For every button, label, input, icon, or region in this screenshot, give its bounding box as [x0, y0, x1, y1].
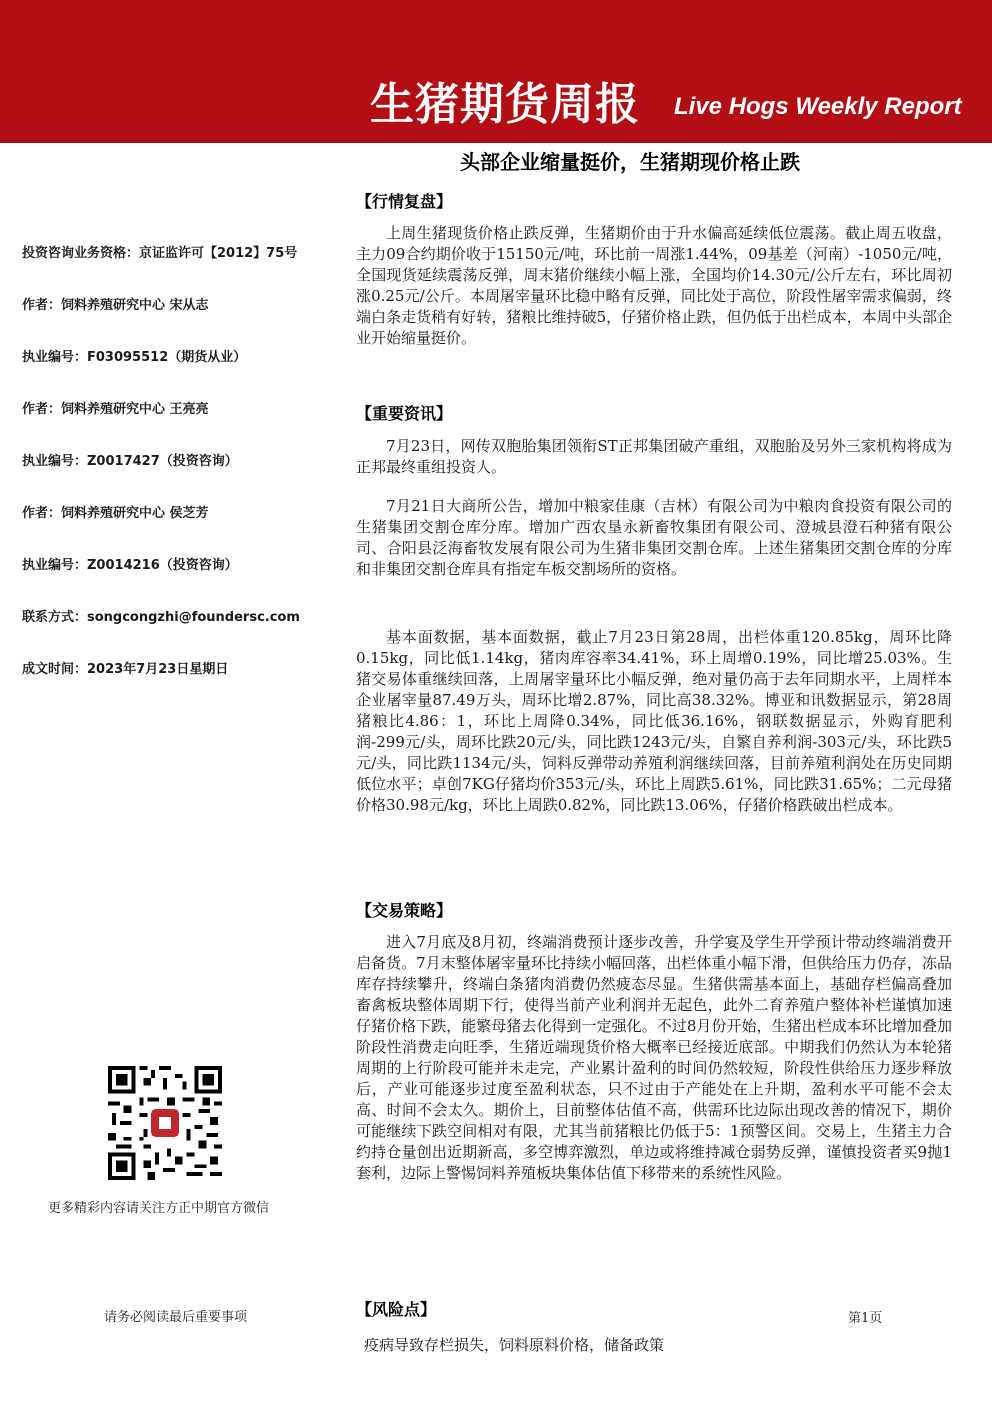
sidebar-license-3: 执业编号：Z0014216（投资咨询）: [22, 558, 238, 573]
sidebar-license-2: 执业编号：Z0017427（投资咨询）: [22, 454, 238, 469]
report-title-cn: 生猪期货周报: [370, 79, 640, 130]
sidebar-author-3: 作者：饲料养殖研究中心 侯芝芳: [22, 506, 209, 521]
sidebar-license-1: 执业编号：F03095512（期货从业）: [22, 350, 247, 365]
qr-code-icon: [108, 1066, 222, 1180]
section-heading-strategy: 【交易策略】: [356, 901, 453, 920]
disclaimer-note: 请务必阅读最后重要事项: [104, 1310, 248, 1325]
page-number: 第1页: [848, 1311, 883, 1326]
section-heading-news: 【重要资讯】: [356, 404, 453, 423]
report-title-en: Live Hogs Weekly Report: [674, 93, 962, 120]
header-banner: [0, 0, 992, 143]
section-heading-review: 【行情复盘】: [356, 192, 453, 211]
strategy-paragraph: 进入7月底及8月初，终端消费预计逐步改善，升学宴及学生开学预计带动终端消费开启备货。7月末整体屠宰量环比持续小幅回落，出栏体重小幅下滑，但供给压力仍存，冻品库存持续攀升，终端白条猪肉消费仍然疲态尽显。生猪供需基本面上，基础存栏偏高叠加畜禽板块整体周期下行，使得当前产业利润并无起色，此外二育养殖户整体补栏谨慎加速仔猪价格下跌，能繁母猪去化得到一定强化。不过8月份开始，生猪出栏成本环比增加叠加阶段性消费走向旺季，生猪近端现货价格大概率已经接近底部。中期我们仍然认为本轮猪周期的上行阶段可能并未走完，产业累计盈利的时间仍然较短，阶段性供给压力逐步释放后，产业可能逐步过度至盈利状态，只不过由于产能处在上升期，盈利水平可能不会太高、时间不会太久。期价上，目前整体估值不高，供需环比边际出现改善的情况下，期价可能继续下跌空间相对有限，尤其当前猪粮比仍低于5：1预警区间。交易上，生猪主力合约持仓量创出近期新高，多空博弈激烈，单边或将维持减仓弱势反弹，谨慎投资者买9抛1套利，边际上警惕饲料养殖板块集体估值下移带来的系统性风险。: [356, 933, 952, 1182]
sidebar-author-1: 作者：饲料养殖研究中心 宋从志: [22, 298, 209, 313]
review-paragraph: 上周生猪现货价格止跌反弹，生猪期价由于升水偏高延续低位震荡。截止周五收盘，主力09合约期价收于15150元/吨，环比前一周涨1.44%，09基差（河南）-1050元/吨，全国现货延续震荡反弹，周末猪价继续小幅上涨，全国均价14.30元/公斤左右，环比周初涨0.25元/公斤。本周屠宰量环比稳中略有反弹，同比处于高位，阶段性屠宰需求偏弱，终端白条走货稍有好转，猪粮比维持破5，仔猪价格止跌，但仍低于出栏成本，本周中头部企业开始缩量挺价。: [356, 224, 952, 347]
sidebar-contact: 联系方式：songcongzhi@foundersc.com: [22, 610, 300, 625]
news-paragraph-2: 7月21日大商所公告，增加中粮家佳康（吉林）有限公司为中粮肉食投资有限公司的生猪集团交割仓库分库。增加广西农垦永新畜牧集团有限公司、澄城县澄石种猪有限公司、合阳县泛海畜牧发展有限公司为生猪非集团交割仓库。上述生猪集团交割仓库的分库和非集团交割仓库具有指定车板交割场所的资格。: [356, 497, 952, 578]
report-headline: 头部企业缩量挺价，生猪期现价格止跌: [460, 150, 800, 174]
sidebar-author-2: 作者：饲料养殖研究中心 王亮亮: [22, 402, 209, 417]
sidebar-date: 成文时间：2023年7月23日星期日: [22, 662, 229, 677]
risk-text: 疫病导致存栏损失，饲料原料价格，储备政策: [364, 1336, 665, 1354]
news-paragraph-1: 7月23日，网传双胞胎集团领衔ST正邦集团破产重组，双胞胎及另外三家机构将成为正邦最终重组投资人。: [356, 437, 952, 476]
qr-caption: 更多精彩内容请关注方正中期官方微信: [48, 1201, 270, 1216]
news-paragraph-3: 基本面数据，基本面数据，截止7月23日第28周，出栏体重120.85kg，周环比降0.15kg，同比低1.14kg，猪肉库容率34.41%，环上周增0.19%，同比增25.03%。生猪交易体重继续回落，上周屠宰量环比小幅反弹，绝对量仍高于去年同期水平，上周样本企业屠宰量87.49万头，周环比增2.87%，同比高38.32%。博亚和讯数据显示，第28周猪粮比4.86：1，环比上周降0.34%，同比低36.16%，钢联数据显示，外购育肥利润-299元/头，周环比跌20元/头，同比跌1243元/头，自繁自养利润-303元/头，环比跌5元/头，同比跌1134元/头，饲料反弹带动养殖利润继续回落，目前养殖利润处在历史同期低位水平；卓创7KG仔猪均价353元/头，环比上周跌5.61%，同比跌31.65%；二元母猪价格30.98元/kg，环比上周跌0.82%，同比跌13.06%，仔猪价格跌破出栏成本。: [356, 628, 952, 814]
section-heading-risk: 【风险点】: [356, 1300, 437, 1319]
sidebar-qualification: 投资咨询业务资格：京证监许可【2012】75号: [22, 246, 298, 261]
